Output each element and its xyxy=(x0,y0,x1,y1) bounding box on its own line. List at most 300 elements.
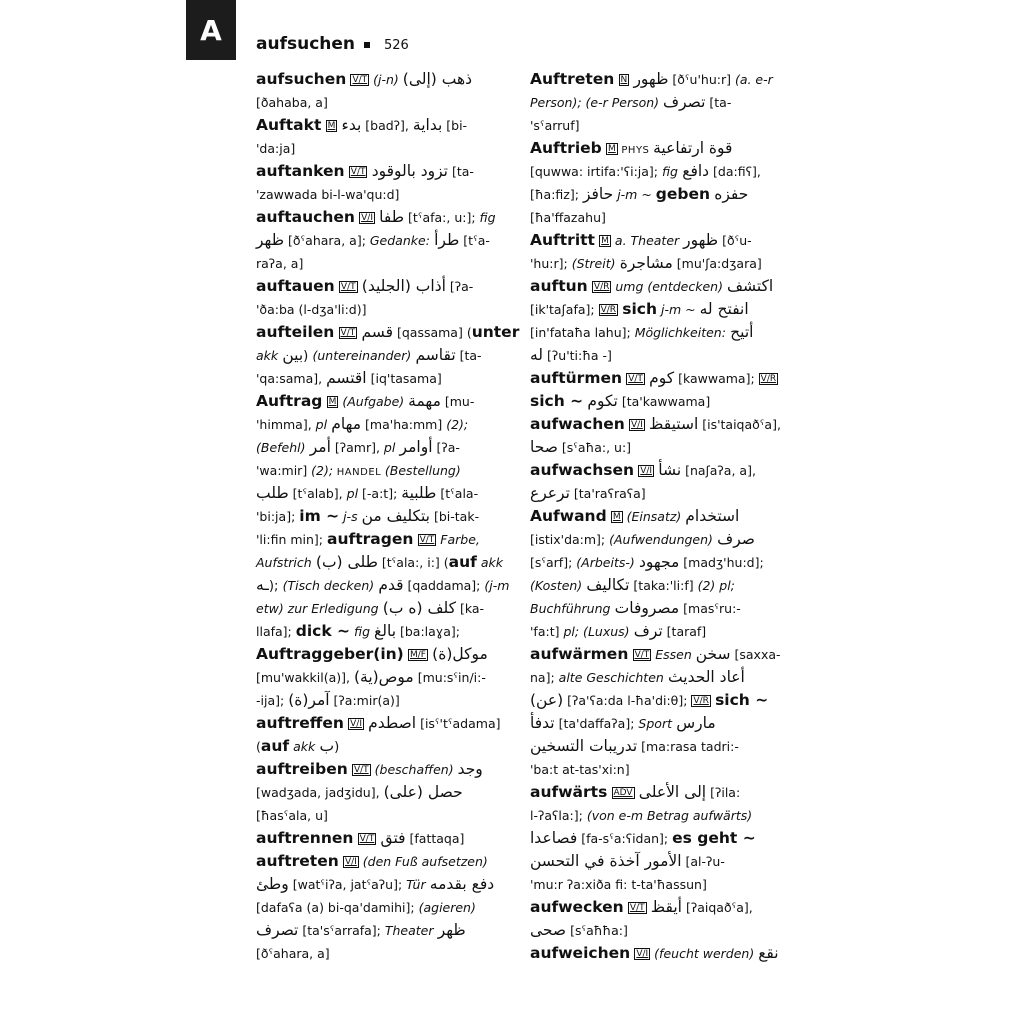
headword: aufwachsen xyxy=(530,461,635,479)
italic-note: fig xyxy=(661,164,678,179)
italic-note: (j-n) xyxy=(369,72,403,87)
arabic-text: تدريبات التسخين xyxy=(530,737,638,755)
italic-note: (e-r Person) xyxy=(581,95,664,110)
arabic-text: ب xyxy=(319,737,335,755)
dictionary-line xyxy=(256,344,512,367)
arabic-text: أعاد الحديث xyxy=(668,668,745,686)
transcription: [ka- xyxy=(456,601,485,616)
italic-note: (2); xyxy=(446,417,469,432)
dictionary-line xyxy=(530,873,786,896)
headword: aufwecken xyxy=(530,898,624,916)
headword: auftun xyxy=(530,277,588,295)
text-segment: ) xyxy=(334,740,340,755)
dictionary-line xyxy=(256,183,512,206)
arabic-text: بتكليف من xyxy=(361,507,430,525)
arabic-text: تكوم xyxy=(587,392,618,410)
transcription: [tˤafa:, u:]; xyxy=(404,210,480,225)
grammar-label: V/T xyxy=(340,328,356,338)
dictionary-line xyxy=(256,390,512,413)
arabic-text: بالغ xyxy=(374,622,397,640)
arabic-text: أيقظ xyxy=(650,898,682,916)
transcription: [ta- xyxy=(447,164,474,179)
arabic-text: قسم xyxy=(361,323,393,341)
italic-note: (Aufwendungen) xyxy=(609,532,713,547)
italic-note: (a. e-r xyxy=(734,72,773,87)
dictionary-line xyxy=(256,873,512,896)
dictionary-line xyxy=(256,229,512,252)
transcription: 'hu:r]; xyxy=(530,256,572,271)
italic-note: (feucht werden) xyxy=(650,946,759,961)
arabic-text: آمر(ة) xyxy=(288,691,330,709)
dictionary-line xyxy=(256,597,512,620)
dictionary-line xyxy=(256,919,512,942)
arabic-text: سخن xyxy=(695,645,731,663)
transcription: 'fa:t] xyxy=(530,624,564,639)
page-number: 526 xyxy=(384,38,409,53)
arabic-text: حافز xyxy=(582,185,614,203)
transcription: [tˤalab], xyxy=(288,486,347,501)
transcription: ( xyxy=(256,739,261,754)
arabic-text: قوة ارتفاعية xyxy=(653,139,733,157)
arabic-text: موكل(ة) xyxy=(432,645,488,663)
transcription: [wadʒada, jadʒidu], xyxy=(256,785,384,800)
grammar-label: V/I xyxy=(640,466,653,476)
headword: aufsuchen xyxy=(256,70,347,88)
italic-note: Theater xyxy=(384,923,434,938)
dictionary-line xyxy=(530,551,786,574)
italic-note: j-m ~ xyxy=(613,187,656,202)
grammar-label: M xyxy=(328,397,337,407)
grammar-label: M xyxy=(327,121,336,131)
dictionary-line xyxy=(256,666,512,689)
italic-note: (von e-m Betrag aufwärts) xyxy=(586,808,753,823)
grammar-label: V/T xyxy=(419,535,435,545)
bullet-separator xyxy=(364,42,370,48)
transcription: [ðahaba, a] xyxy=(256,95,328,110)
arabic-text: دفع بقدمه xyxy=(429,875,495,893)
transcription: [ħasˤala, u] xyxy=(256,808,328,823)
transcription: [tˤa- xyxy=(459,233,490,248)
transcription: [bi-tak- xyxy=(430,509,480,524)
transcription: [sˤaħa:, u:] xyxy=(557,440,632,455)
dictionary-line xyxy=(256,137,512,160)
arabic-text: انفتح له xyxy=(699,300,749,318)
dictionary-line xyxy=(530,436,786,459)
transcription: [ta'sˤarrafa]; xyxy=(298,923,385,938)
dictionary-line xyxy=(256,850,512,873)
headword: sich ~ xyxy=(715,691,769,709)
arabic-text: فصاعدا xyxy=(530,829,578,847)
transcription: [ma'ha:mm] xyxy=(361,417,447,432)
grammar-label: V/T xyxy=(340,282,356,292)
transcription: 'sˤarruf] xyxy=(530,118,580,133)
italic-note: fig xyxy=(479,210,496,225)
italic-note: Person); xyxy=(530,95,582,110)
dictionary-line xyxy=(530,689,786,712)
dictionary-line xyxy=(530,482,786,505)
headword: im ~ xyxy=(299,507,340,525)
transcription: [is'taiqaðˤa], xyxy=(698,417,781,432)
arabic-text: نقع xyxy=(758,944,779,962)
dictionary-line xyxy=(530,367,786,390)
arabic-text: صحا xyxy=(530,438,558,456)
transcription: l-ʔaʕla:]; xyxy=(530,808,587,823)
transcription: [fattaqa] xyxy=(405,831,465,846)
arabic-text: أمر xyxy=(309,438,331,456)
arabic-text: بدء xyxy=(341,116,362,134)
dictionary-line xyxy=(256,505,512,528)
italic-note: (Einsatz) xyxy=(622,509,686,524)
italic-note: (Bestellung) xyxy=(384,463,461,478)
text-segment: ) xyxy=(303,349,313,364)
right-column xyxy=(530,68,786,965)
dictionary-line xyxy=(256,896,512,919)
text-segment: ); xyxy=(268,579,283,594)
transcription: [badʔ], xyxy=(361,118,413,133)
transcription: [fa-sˤa:ʕidan]; xyxy=(577,831,673,846)
italic-note: (j-m xyxy=(484,578,510,593)
dictionary-line xyxy=(530,758,786,781)
headword: auftragen xyxy=(327,530,414,548)
italic-note: Essen xyxy=(651,647,696,662)
headword: Auftakt xyxy=(256,116,322,134)
arabic-text: ظهر xyxy=(437,921,466,939)
headword: auf xyxy=(260,737,290,755)
grammar-label: M xyxy=(607,144,616,154)
transcription: [iq'tasama] xyxy=(366,371,442,386)
grammar-label: V/I xyxy=(361,213,373,223)
italic-note: etw) zur Erledigung xyxy=(256,601,379,616)
italic-note: (Kosten) xyxy=(530,578,583,593)
italic-note: pl xyxy=(346,486,359,501)
arabic-text: مجهود xyxy=(638,553,680,571)
grammar-label: V/R xyxy=(600,305,617,315)
grammar-label: N xyxy=(620,75,628,85)
grammar-label: V/T xyxy=(353,765,369,775)
arabic-text: كوم xyxy=(649,369,675,387)
italic-note: j-s xyxy=(339,509,362,524)
italic-note: alte Geschichten xyxy=(558,670,664,685)
dictionary-line xyxy=(530,91,786,114)
dictionary-line xyxy=(530,298,786,321)
arabic-text: ظهور xyxy=(683,231,719,249)
dictionary-line xyxy=(256,367,512,390)
arabic-text: طلى (ب) xyxy=(315,553,378,571)
transcription: [in'fataħa lahu]; xyxy=(530,325,635,340)
grammar-label: M xyxy=(612,512,621,522)
dictionary-line xyxy=(256,91,512,114)
arabic-text: طرأ xyxy=(434,231,460,249)
arabic-text: اقتسم xyxy=(326,369,367,387)
dictionary-line xyxy=(530,344,786,367)
transcription: [mu'ʃa:dʒara] xyxy=(672,256,762,271)
arabic-text: ترعرع xyxy=(530,484,570,502)
transcription: [ta'daffaʔa]; xyxy=(554,716,639,731)
italic-note: (agieren) xyxy=(418,900,476,915)
arabic-text: حفزه xyxy=(714,185,749,203)
headword: Auftrieb xyxy=(530,139,602,157)
arabic-text: مهمة xyxy=(408,392,441,410)
headword: aufteilen xyxy=(256,323,335,341)
dictionary-line xyxy=(530,896,786,919)
transcription: [tˤala:, i:] ( xyxy=(377,555,449,570)
headword: Auftritt xyxy=(530,231,595,249)
dictionary-line xyxy=(256,712,512,735)
arabic-text: كلف (ه ب) xyxy=(382,599,457,617)
italic-note: akk xyxy=(256,348,279,363)
dictionary-line xyxy=(256,252,512,275)
dictionary-line xyxy=(530,160,786,183)
italic-note: Tür xyxy=(406,877,426,892)
dictionary-line xyxy=(256,68,512,91)
arabic-text: تصرف xyxy=(663,93,706,111)
transcription: -ija]; xyxy=(256,693,289,708)
dictionary-line xyxy=(256,758,512,781)
italic-note: (Tisch decken) xyxy=(282,578,375,593)
italic-note: Gedanke: xyxy=(369,233,430,248)
arabic-text: نشأ xyxy=(658,461,682,479)
arabic-text: صرف xyxy=(717,530,755,548)
headword: sich ~ xyxy=(530,392,584,410)
transcription: 'ða:ba (l-dʒa'li:d)] xyxy=(256,302,367,317)
headword: auftanken xyxy=(256,162,345,180)
transcription: [ðˤahara, a]; xyxy=(284,233,370,248)
headword: auftauchen xyxy=(256,208,355,226)
transcription: [sˤarf]; xyxy=(530,555,577,570)
transcription: [ðˤu- xyxy=(718,233,752,248)
italic-note: Farbe, xyxy=(436,532,480,547)
arabic-text: دافع xyxy=(682,162,710,180)
headword: aufwärts xyxy=(530,783,608,801)
transcription: [ʔamr], xyxy=(330,440,384,455)
headword: auftrennen xyxy=(256,829,354,847)
transcription: 'wa:mir] xyxy=(256,463,312,478)
transcription: [ba:laɣa]; xyxy=(396,624,460,639)
arabic-text: وجد xyxy=(457,760,483,778)
dictionary-line xyxy=(530,459,786,482)
headword: geben xyxy=(655,185,711,203)
dictionary-line xyxy=(256,482,512,505)
dictionary-line xyxy=(530,712,786,735)
italic-note: (den Fuß aufsetzen) xyxy=(358,854,488,869)
dictionary-line xyxy=(256,942,512,965)
arabic-text: أذاب (الجليد) xyxy=(361,277,446,295)
dictionary-line xyxy=(256,574,512,597)
italic-note: fig xyxy=(350,624,374,639)
dictionary-line xyxy=(530,183,786,206)
dictionary-line xyxy=(256,689,512,712)
transcription: [quwwa: irtifa:'ʕi:ja]; xyxy=(530,164,662,179)
running-head: aufsuchen xyxy=(256,34,356,54)
dictionary-line xyxy=(256,275,512,298)
italic-note: a. Theater xyxy=(610,233,684,248)
dictionary-line xyxy=(530,206,786,229)
dictionary-line xyxy=(530,919,786,942)
dictionary-line xyxy=(530,229,786,252)
dictionary-line xyxy=(530,850,786,873)
arabic-text: طلبية xyxy=(401,484,437,502)
dictionary-line xyxy=(256,114,512,137)
transcription: [kawwama]; xyxy=(674,371,759,386)
italic-note: pl; (Luxus) xyxy=(563,624,630,639)
transcription: [ʔa- xyxy=(432,440,460,455)
transcription: [ʔa:mir(a)] xyxy=(329,693,400,708)
italic-note: Möglichkeiten: xyxy=(634,325,726,340)
transcription: [mu'wakkil(a)], xyxy=(256,670,354,685)
transcription: [ħa:fiz]; xyxy=(530,187,583,202)
dictionary-line xyxy=(530,114,786,137)
dictionary-line xyxy=(256,436,512,459)
transcription: [sˤaħħa:] xyxy=(566,923,628,938)
arabic-text: اصطدم xyxy=(368,714,417,732)
transcription: 'bi:ja]; xyxy=(256,509,300,524)
dictionary-line xyxy=(256,804,512,827)
arabic-text: ظهور xyxy=(633,70,669,88)
headword: aufwachen xyxy=(530,415,625,433)
arabic-text: مشاجرة xyxy=(619,254,673,272)
italic-note: (2); xyxy=(311,463,334,478)
grammar-label: V/I xyxy=(350,719,362,729)
grammar-label: V/I xyxy=(344,857,357,867)
dictionary-line xyxy=(256,206,512,229)
transcription: 'ba:t at-tas'xi:n] xyxy=(530,762,630,777)
dictionary-line xyxy=(530,942,786,965)
italic-note: Sport xyxy=(638,716,672,731)
dictionary-line xyxy=(256,321,520,344)
dictionary-line xyxy=(530,528,786,551)
dictionary-line xyxy=(256,459,512,482)
italic-note: pl xyxy=(383,440,396,455)
italic-note: akk xyxy=(476,555,504,570)
arabic-text: وطئ xyxy=(256,875,289,893)
transcription: 'qa:sama], xyxy=(256,371,327,386)
italic-note: (Arbeits-) xyxy=(576,555,635,570)
dictionary-line xyxy=(530,804,786,827)
headword: Auftreten xyxy=(530,70,615,88)
transcription: [mu:sˤin/i:- xyxy=(413,670,486,685)
dictionary-line xyxy=(530,137,786,160)
left-column xyxy=(256,68,520,965)
dictionary-line xyxy=(256,781,512,804)
italic-note: j-m ~ xyxy=(657,302,700,317)
italic-note: Aufstrich xyxy=(256,555,312,570)
transcription: [taka:'li:f] xyxy=(629,578,698,593)
italic-note: (beschaffen) xyxy=(370,762,458,777)
arabic-text: مارس xyxy=(676,714,716,732)
arabic-text: ظهر xyxy=(256,231,285,249)
grammar-label: V/R xyxy=(593,282,610,292)
transcription: [ðˤu'hu:r] xyxy=(668,72,735,87)
headword: auftreten xyxy=(256,852,339,870)
letter-tab: A xyxy=(186,0,236,60)
headword: es geht ~ xyxy=(672,829,756,847)
transcription: [taraf] xyxy=(662,624,707,639)
arabic-text: تكاليف xyxy=(586,576,630,594)
headword: Auftraggeber(in) xyxy=(256,645,404,663)
headword: auftauen xyxy=(256,277,335,295)
arabic-text: فتق xyxy=(380,829,406,847)
arabic-text: مصروفات xyxy=(614,599,680,617)
arabic-text: (عن) xyxy=(530,691,564,709)
arabic-text: ترف xyxy=(633,622,663,640)
arabic-text: إلى الأعلى xyxy=(638,783,707,801)
transcription: 'li:fin min]; xyxy=(256,532,327,547)
domain-label: PHYS xyxy=(617,145,654,156)
dictionary-line xyxy=(530,735,786,758)
grammar-label: V/I xyxy=(631,420,643,430)
arabic-text: تصرف xyxy=(256,921,299,939)
transcription: [istix'da:m]; xyxy=(530,532,610,547)
transcription: [-a:t]; xyxy=(358,486,402,501)
transcription: [ʔa- xyxy=(445,279,474,294)
arabic-text: مهام xyxy=(331,415,362,433)
transcription: [da:fiʕ], xyxy=(709,164,761,179)
grammar-label: V/T xyxy=(352,75,368,85)
transcription: [qassama] ( xyxy=(393,325,472,340)
transcription: 'zawwada bi-l-wa'qu:d] xyxy=(256,187,400,202)
headword: dick ~ xyxy=(295,622,351,640)
transcription: [bi- xyxy=(442,118,468,133)
transcription: [tˤala- xyxy=(436,486,479,501)
transcription: [ta'kawwama] xyxy=(617,394,711,409)
transcription: [madʒ'hu:d]; xyxy=(679,555,764,570)
arabic-text: حصل (على) xyxy=(383,783,463,801)
italic-note: (Streit) xyxy=(571,256,616,271)
grammar-label: V/I xyxy=(636,949,649,959)
italic-note: (Aufgabe) xyxy=(338,394,409,409)
transcription: [qaddama]; xyxy=(403,578,485,593)
dictionary-line xyxy=(256,298,512,321)
transcription: [ʔila: xyxy=(706,785,741,800)
grammar-label: M xyxy=(601,236,609,246)
dictionary-line xyxy=(530,321,786,344)
arabic-text: ـه xyxy=(256,576,269,594)
headword: auftreffen xyxy=(256,714,344,732)
arabic-text: صحى xyxy=(530,921,567,939)
italic-note: pl xyxy=(315,417,328,432)
arabic-text: طلب xyxy=(256,484,289,502)
italic-note: akk xyxy=(289,739,316,754)
transcription: [ta- xyxy=(455,348,482,363)
transcription: 'himma], xyxy=(256,417,316,432)
transcription: [mu- xyxy=(440,394,475,409)
grammar-label: V/T xyxy=(359,834,375,844)
italic-note: umg (entdecken) xyxy=(611,279,727,294)
dictionary-line xyxy=(530,413,786,436)
headword: auftürmen xyxy=(530,369,623,387)
transcription: llafa]; xyxy=(256,624,296,639)
grammar-label: V/R xyxy=(693,696,709,706)
transcription: raʔa, a] xyxy=(256,256,304,271)
headword: sich xyxy=(622,300,657,318)
arabic-text: اكتشف xyxy=(726,277,774,295)
transcription: [al-ʔu- xyxy=(681,854,725,869)
italic-note: (Befehl) xyxy=(256,440,306,455)
grammar-label: ADV xyxy=(613,788,633,798)
italic-note: (untereinander) xyxy=(312,348,412,363)
arabic-text: بين xyxy=(282,346,304,364)
grammar-label: V/T xyxy=(628,374,643,384)
dictionary-line xyxy=(530,574,786,597)
domain-label: HANDEL xyxy=(333,467,385,478)
transcription: [ʔu'ti:ħa -] xyxy=(543,348,612,363)
arabic-text: تدفأ xyxy=(530,714,555,732)
dictionary-line xyxy=(530,597,786,620)
transcription: [saxxa- xyxy=(730,647,781,662)
transcription: [ħa'ffazahu] xyxy=(530,210,606,225)
italic-note: (2) pl; xyxy=(697,578,735,593)
headword: auf xyxy=(448,553,477,571)
